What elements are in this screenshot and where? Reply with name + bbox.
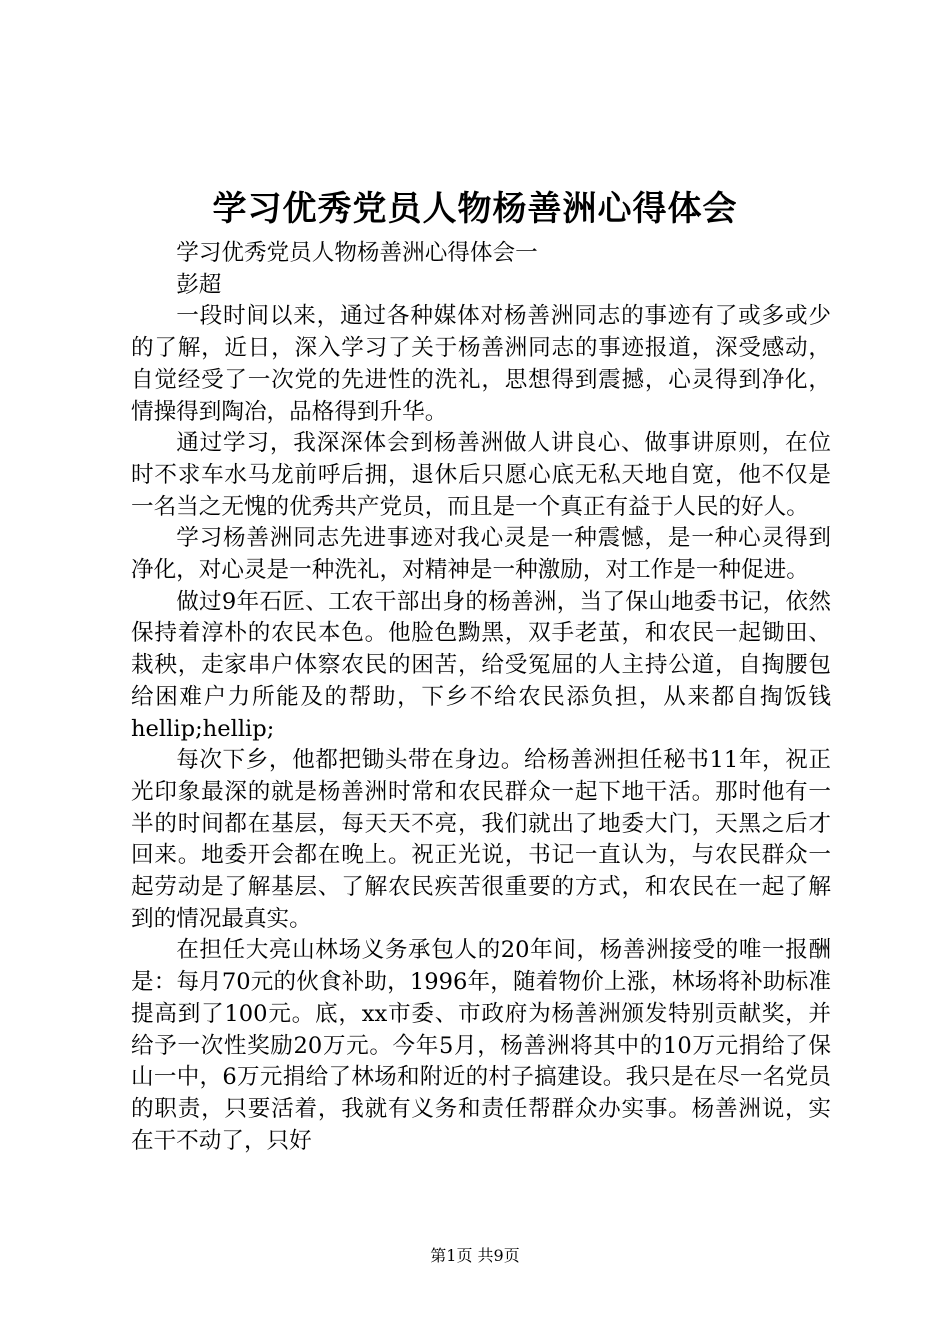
subtitle-line: 学习优秀党员人物杨善洲心得体会一 <box>176 240 538 266</box>
paragraph: 做过9年石匠、工农干部出身的杨善洲，当了保山地委书记，依然保持着淳朴的农民本色。他脸色黝黑，双手老茧，和农民一起锄田、栽秧，走家串户体察农民的困苦，给受冤屈的人主持公道，自掏腰包给困难户力所能及的帮助，下乡不给农民添负担，从来都自掏饭钱hellip;hellip; <box>131 588 831 742</box>
document-body <box>131 238 831 1157</box>
paragraph: 学习杨善洲同志先进事迹对我心灵是一种震憾，是一种心灵得到净化，对心灵是一种洗礼，对精神是一种激励，对工作是一种促进。 <box>131 525 831 584</box>
paragraph: 每次下乡，他都把锄头带在身边。给杨善洲担任秘书11年，祝正光印象最深的就是杨善洲时常和农民群众一起下地干活。那时他有一半的时间都在基层，每天天不亮，我们就出了地委大门，天黑之后才回来。地委开会都在晚上。祝正光说，书记一直认为，与农民群众一起劳动是了解基层、了解农民疾苦很重要的方式，和农民在一起了解到的情况最真实。 <box>131 747 831 932</box>
page-footer: 第1页 共9页 <box>430 1246 520 1265</box>
paragraph: 一段时间以来，通过各种媒体对杨善洲同志的事迹有了或多或少的了解，近日，深入学习了关于杨善洲同志的事迹报道，深受感动，自觉经受了一次党的先进性的洗礼，思想得到震撼，心灵得到净化，情操得到陶冶，品格得到升华。 <box>131 303 831 425</box>
paragraph: 通过学习，我深深体会到杨善洲做人讲良心、做事讲原则，在位时不求车水马龙前呼后拥，退休后只愿心底无私天地自宽，他不仅是一名当之无愧的优秀共产党员，而且是一个真正有益于人民的好人。 <box>131 430 831 520</box>
paragraph: 在担任大亮山林场义务承包人的20年间，杨善洲接受的唯一报酬是：每月70元的伙食补助，1996年，随着物价上涨，林场将补助标准提高到了100元。底，xx市委、市政府为杨善洲颁发特别贡献奖，并给予一次性奖励20万元。今年5月，杨善洲将其中的10万元捐给了保山一中，6万元捐给了林场和附近的村子搞建设。我只是在尽一名党员的职责，只要活着，我就有义务和责任帮群众办实事。杨善洲说，实在干不动了，只好 <box>131 937 831 1154</box>
author-line: 彭超 <box>176 271 222 298</box>
document-title: 学习优秀党员人物杨善洲心得体会 <box>212 189 738 229</box>
